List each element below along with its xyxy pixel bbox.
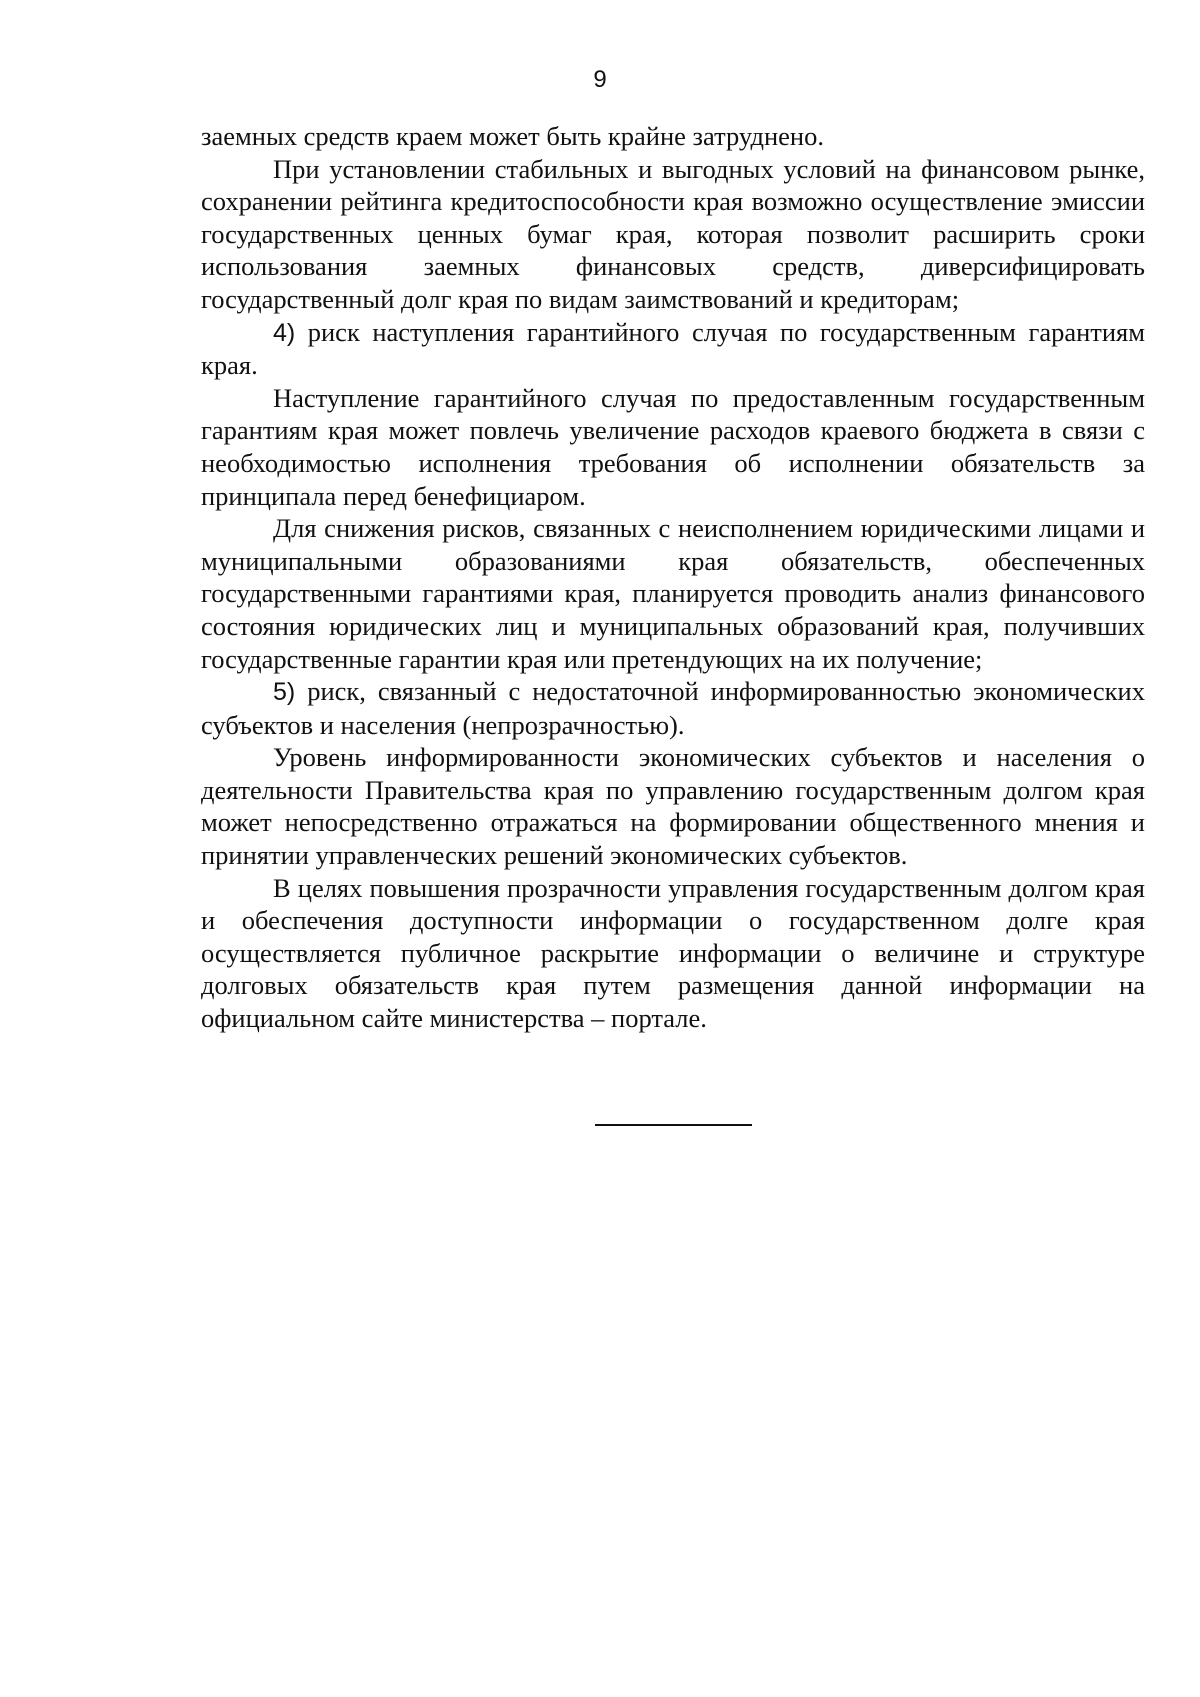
list-marker: 4) <box>273 318 296 347</box>
document-body <box>201 120 1145 1035</box>
page-number: 9 <box>593 66 607 93</box>
list-item-risk-4 <box>201 316 1145 382</box>
paragraph-risk-reduction <box>201 512 1145 675</box>
paragraph-text: При установлении стабильных и выгодных условий на финансовом рынке, сохранении рейтинга кредитоспособности края возможно осуществление эмиссии государственных ценных бумаг края, которая позволит расширить сроки использования заемных финансовых средств, диверсифицировать государственный долг края по видам заимствований и кредиторам; <box>201 153 1145 314</box>
paragraph-text: риск, связанный с недостаточной информированностью экономических субъектов и населения (непрозрачностью). <box>201 676 1145 740</box>
paragraph-text: заемных средств краем может быть крайне затруднено. <box>201 121 824 151</box>
paragraph-bond-issuance <box>201 153 1145 316</box>
list-marker: 5) <box>273 678 296 707</box>
end-of-document-line <box>595 1124 752 1126</box>
list-item-risk-5 <box>201 675 1145 741</box>
paragraph-continuation <box>201 120 1145 153</box>
paragraph-text: Уровень информированности экономических субъектов и населения о деятельности Правительства края по управлению государственным долгом края может непосредственно отражаться на формировании общественного мнения и принятии управленческих решений экономических субъектов. <box>201 742 1145 871</box>
paragraph-awareness-level <box>201 741 1145 871</box>
paragraph-text: Наступление гарантийного случая по предоставленным государственным гарантиям края может повлечь увеличение расходов краевого бюджета в связи с необходимостью исполнения требования об исполнении обязательств за принципала перед бенефициаром. <box>201 382 1145 511</box>
paragraph-transparency <box>201 872 1145 1035</box>
paragraph-text: В целях повышения прозрачности управления государственным долгом края и обеспечения доступности информации о государственном долге края осуществляется публичное раскрытие информации о величине и структуре долговых обязательств края путем размещения данной информации на официальном сайте министерства – портале. <box>201 872 1145 1034</box>
paragraph-guarantee-case <box>201 382 1145 512</box>
paragraph-text: риск наступления гарантийного случая по государственным гарантиям края. <box>201 316 1145 381</box>
paragraph-text: Для снижения рисков, связанных с неисполнением юридическими лицами и муниципальными образованиями края обязательств, обеспеченных государственными гарантиями края, планируется проводить анализ финансового состояния юридических лиц и муниципальных образований края, получивших государственные гарантии края или претендующих на их получение; <box>201 513 1145 674</box>
